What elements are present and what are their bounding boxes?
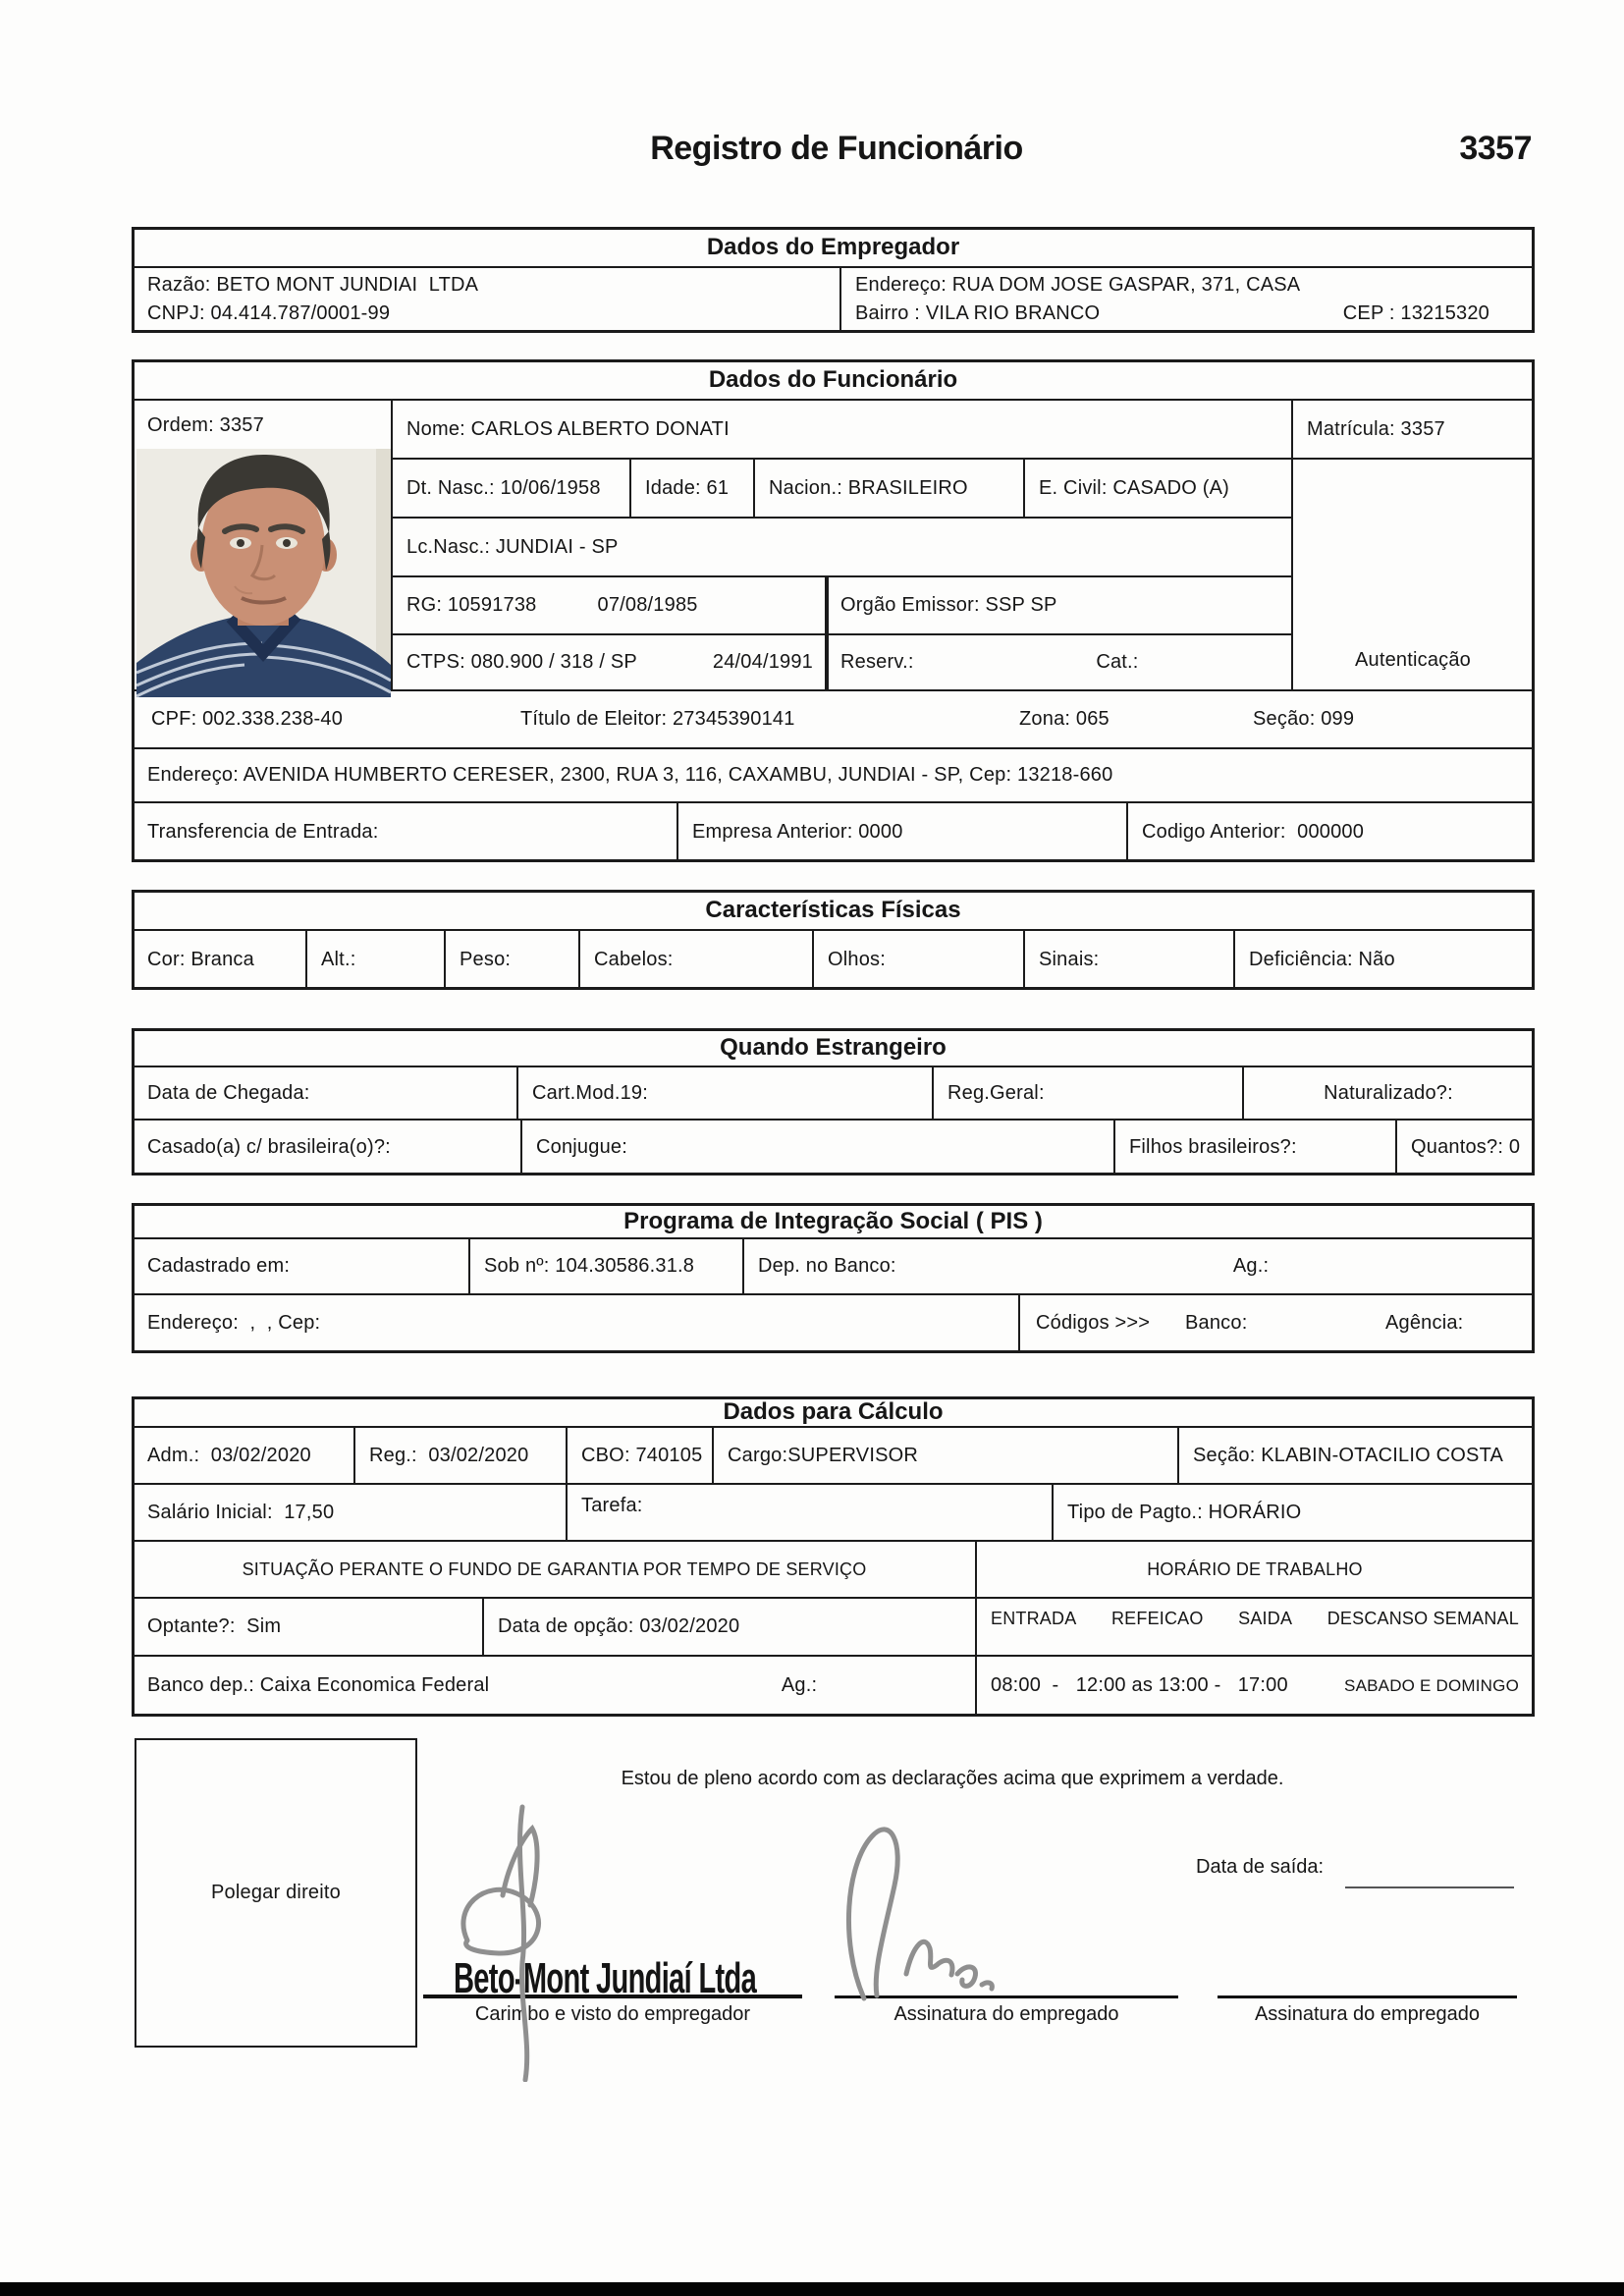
employer-endereco: Endereço: RUA DOM JOSE GASPAR, 371, CASA: [855, 274, 1301, 296]
calculo-horario-cols: [975, 1597, 1535, 1657]
pis-cadastrado: Cadastrado em:: [132, 1237, 470, 1295]
employee-lc-nasc: Lc.Nasc.: JUNDIAI - SP: [391, 517, 1293, 577]
employee-matricula: Matrícula: 3357: [1291, 399, 1535, 460]
section-header-calculo: Dados para Cálculo: [132, 1396, 1535, 1428]
employee-ctps-cell: [391, 633, 829, 691]
calculo-fgts-header: SITUAÇÃO PERANTE O FUNDO DE GARANTIA POR TEMPO DE SERVIÇO: [132, 1540, 977, 1599]
calculo-ag: Ag.:: [781, 1674, 818, 1696]
employee-transferencia: Transferencia de Entrada:: [132, 801, 678, 862]
employee-orgao-emissor: Orgão Emissor: SSP SP: [825, 575, 1293, 635]
estrangeiro-data-chegada: Data de Chegada:: [132, 1066, 518, 1121]
section-header-empregador: Dados do Empregador: [132, 227, 1535, 268]
fisicas-peso: Peso:: [444, 929, 580, 990]
pis-agencia: Agência:: [1385, 1312, 1464, 1334]
data-saida-line: [1345, 1856, 1514, 1888]
employer-cnpj: CNPJ: 04.414.787/0001-99: [147, 302, 391, 324]
pis-sob-no: Sob nº: 104.30586.31.8: [468, 1237, 744, 1295]
employee-estado-civil: E. Civil: CASADO (A): [1023, 458, 1293, 519]
section-header-funcionario: Dados do Funcionário: [132, 359, 1535, 401]
estrangeiro-conjugue: Conjugue:: [520, 1119, 1115, 1175]
employee-idade: Idade: 61: [629, 458, 755, 519]
data-saida-label: Data de saída:: [1196, 1856, 1325, 1878]
calculo-horario-valores: [975, 1655, 1535, 1717]
horario-col-descanso: DESCANSO SEMANAL: [1326, 1609, 1519, 1628]
employee-zona: Zona: 065: [1019, 708, 1110, 730]
horario-col-saida: SAIDA: [1238, 1609, 1293, 1628]
employee-ctps: CTPS: 080.900 / 318 / SP: [406, 651, 637, 673]
calculo-cbo: CBO: 740105: [566, 1426, 714, 1485]
employee-nome: Nome: CARLOS ALBERTO DONATI: [391, 399, 1293, 460]
fisicas-olhos: Olhos:: [812, 929, 1025, 990]
pis-dep-banco-cell: [742, 1237, 1535, 1295]
estrangeiro-naturalizado: Naturalizado?:: [1242, 1066, 1535, 1121]
estrangeiro-quantos: Quantos?: 0: [1395, 1119, 1535, 1175]
employee-cat: Cat.:: [1096, 651, 1139, 673]
pis-endereco: Endereço: , , Cep:: [132, 1293, 1020, 1353]
fisicas-deficiencia: Deficiência: Não: [1233, 929, 1535, 990]
horario-col-refeicao: REFEICAO: [1110, 1609, 1204, 1628]
handwritten-signatures: [393, 1748, 1080, 2082]
employee-titulo-eleitor: Título de Eleitor: 27345390141: [520, 708, 795, 730]
employee-endereco: Endereço: AVENIDA HUMBERTO CERESER, 2300, RUA 3, 116, CAXAMBU, JUNDIAI - SP, Cep: 13218-660: [132, 747, 1535, 803]
pis-codigos: Códigos >>>: [1036, 1312, 1151, 1334]
employer-bairro-cep-row: [855, 302, 1519, 325]
estrangeiro-casado: Casado(a) c/ brasileira(o)?:: [132, 1119, 522, 1175]
employer-razao: Razão: BETO MONT JUNDIAI LTDA: [147, 274, 479, 296]
employer-left-cell: [132, 266, 841, 333]
assinatura1-label: Assinatura do empregado: [893, 2003, 1119, 2025]
page-title: Registro de Funcionário: [650, 130, 1023, 167]
calculo-cargo: Cargo:SUPERVISOR: [712, 1426, 1179, 1485]
employee-ctps-data: 24/04/1991: [712, 651, 813, 673]
horario-col-entrada: ENTRADA: [991, 1609, 1077, 1628]
employee-dt-nasc: Dt. Nasc.: 10/06/1958: [391, 458, 631, 519]
employee-reserv: Reserv.:: [840, 651, 914, 673]
calculo-horario-header: HORÁRIO DE TRABALHO: [975, 1540, 1535, 1599]
pis-ag: Ag.:: [1232, 1255, 1270, 1277]
calculo-tarefa: Tarefa:: [566, 1483, 1054, 1542]
employee-cpf: CPF: 002.338.238-40: [151, 708, 344, 730]
employer-cep: CEP : 13215320: [1342, 302, 1489, 324]
carimbo-label: Carimbo e visto do empregador: [474, 2003, 751, 2025]
calculo-optante: Optante?: Sim: [132, 1597, 484, 1657]
employee-rg: RG: 10591738: [406, 594, 537, 616]
employee-rg-cell: [391, 575, 829, 635]
employee-ordem-cell: Ordem: 3357: [132, 399, 393, 691]
employee-codigo-anterior: Codigo Anterior: 000000: [1126, 801, 1535, 862]
employer-right-cell: [839, 266, 1535, 333]
form-number: 3357: [1459, 130, 1532, 167]
employee-reserv-cat-cell: [825, 633, 1293, 691]
calculo-tipo-pagto: Tipo de Pagto.: HORÁRIO: [1052, 1483, 1535, 1542]
employee-empresa-anterior: Empresa Anterior: 0000: [677, 801, 1128, 862]
polegar-direito-box: Polegar direito: [135, 1738, 417, 2048]
employee-secao: Seção: 099: [1253, 708, 1355, 730]
calculo-adm: Adm.: 03/02/2020: [132, 1426, 355, 1485]
pis-codigos-cell: [1018, 1293, 1535, 1353]
pis-banco: Banco:: [1185, 1312, 1248, 1334]
fisicas-cabelos: Cabelos:: [578, 929, 814, 990]
employee-photo: [136, 449, 391, 697]
fisicas-cor: Cor: Branca: [132, 929, 307, 990]
calculo-secao: Seção: KLABIN-OTACILIO COSTA: [1177, 1426, 1535, 1485]
assinatura2-label: Assinatura do empregado: [1254, 2003, 1481, 2025]
employee-rg-data: 07/08/1985: [597, 594, 698, 616]
calculo-data-opcao: Data de opção: 03/02/2020: [482, 1597, 977, 1657]
estrangeiro-filhos: Filhos brasileiros?:: [1113, 1119, 1397, 1175]
employee-autenticacao-cell: Autenticação: [1291, 458, 1535, 691]
employer-bairro: Bairro : VILA RIO BRANCO: [855, 302, 1101, 324]
scan-artifact-bar: [0, 2282, 1624, 2296]
declaration-text: Estou de pleno acordo com as declarações acima que exprimem a verdade.: [621, 1768, 1284, 1789]
estrangeiro-reg-geral: Reg.Geral:: [932, 1066, 1244, 1121]
fisicas-alt: Alt.:: [305, 929, 446, 990]
section-header-estrangeiro: Quando Estrangeiro: [132, 1028, 1535, 1067]
employer-stamp: Beto-Mont Jundiaí Ltda: [454, 1954, 757, 2002]
calculo-banco-dep-cell: [132, 1655, 977, 1717]
employee-cpf-row: [132, 689, 1535, 749]
calculo-descanso-valor: SABADO E DOMINGO: [1344, 1675, 1519, 1695]
fisicas-sinais: Sinais:: [1023, 929, 1235, 990]
employee-nacionalidade: Nacion.: BRASILEIRO: [753, 458, 1025, 519]
calculo-salario: Salário Inicial: 17,50: [132, 1483, 568, 1542]
section-header-pis: Programa de Integração Social ( PIS ): [132, 1203, 1535, 1239]
calculo-banco-dep: Banco dep.: Caixa Economica Federal: [147, 1674, 490, 1696]
estrangeiro-cart-mod: Cart.Mod.19:: [516, 1066, 934, 1121]
calculo-reg: Reg.: 03/02/2020: [353, 1426, 568, 1485]
assinatura2-line: [1218, 1968, 1517, 1998]
calculo-horario-valor: 08:00 - 12:00 as 13:00 - 17:00: [991, 1674, 1288, 1696]
pis-dep-banco: Dep. no Banco:: [758, 1255, 896, 1277]
section-header-caracteristicas: Características Físicas: [132, 890, 1535, 931]
